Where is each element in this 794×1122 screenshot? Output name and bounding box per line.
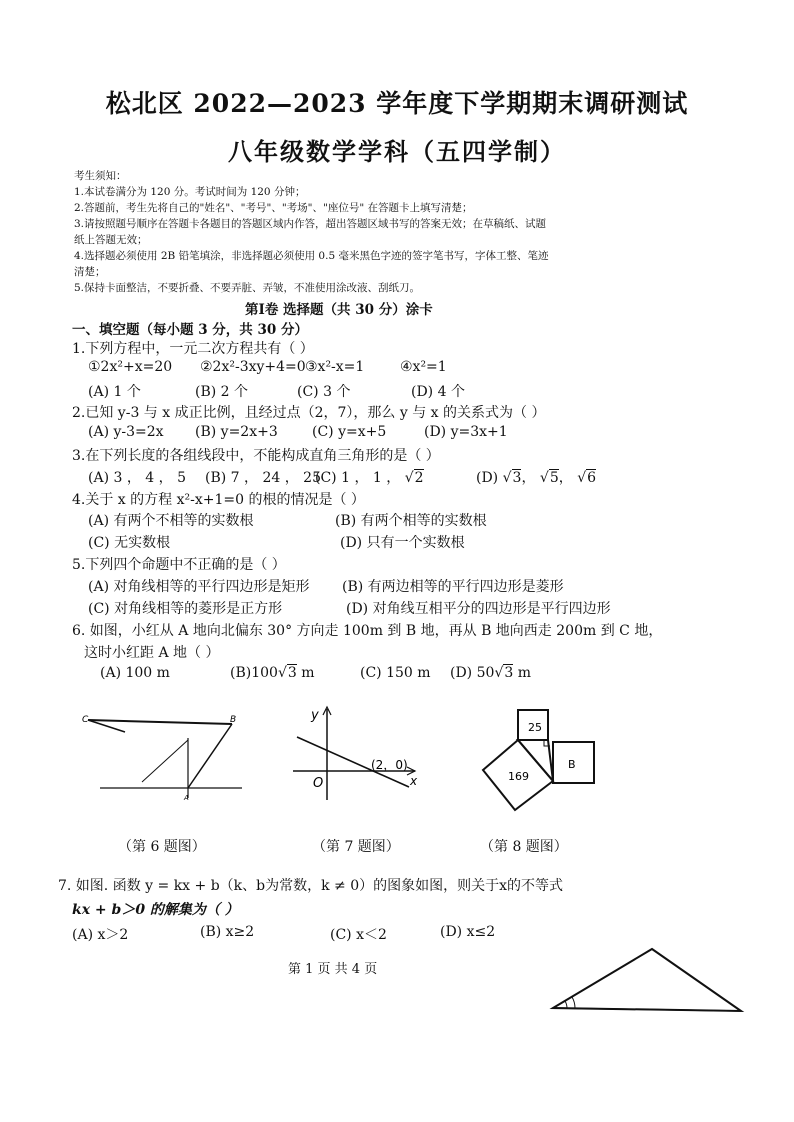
triangle-angle-mark	[565, 1001, 567, 1008]
part1-header: 第Ⅰ卷 选择题（共 30 分）涂卡	[245, 302, 433, 318]
q1-option-a: (A) 1 个	[88, 384, 141, 400]
q1-item: ③x²-x=1	[305, 359, 365, 375]
q1-option-b: (B) 2 个	[195, 384, 249, 400]
q7-option-a: (A) x＞2	[72, 927, 129, 943]
fig6-label-a: A	[184, 794, 189, 802]
fig6-aux-line	[142, 740, 188, 782]
q1-item: ④x²=1	[400, 359, 447, 375]
q7-option-b: (B) x≥2	[200, 924, 255, 940]
q4-option-b: (B) 有两个相等的实数根	[335, 513, 487, 529]
q5-option-b: (B) 有两边相等的平行四边形是菱形	[342, 579, 564, 595]
radicand: 2	[414, 470, 424, 486]
notice-line: 3.请按照题号顺序在答题卡各题目的答题区域内作答，超出答题区域书写的答案无效；在草稿纸、试题	[74, 218, 547, 230]
fig7-y-label: y	[311, 708, 319, 723]
q1-item: ②2x²-3xy+4=0	[200, 359, 306, 375]
fig6-label-b: B	[230, 715, 237, 725]
notice-block	[74, 168, 548, 296]
triangle-shape	[553, 949, 741, 1011]
q1-stem: 1.下列方程中，一元二次方程共有（ ）	[72, 341, 314, 357]
fig7-x-label: x	[410, 774, 418, 788]
caption-fig8: （第 8 题图）	[480, 839, 568, 855]
exam-title: 松北区 2022—2023 学年度下学期期末调研测试	[105, 89, 689, 118]
q3-stem: 3.在下列长度的各组线段中，不能构成直角三角形的是（ ）	[72, 448, 440, 464]
page-number: 第 1 页 共 4 页	[288, 962, 378, 977]
q6-stem-line1: 6. 如图，小红从 A 地向北偏东 30° 方向走 100m 到 B 地，再从 B 地向西走 200m 到 C 地，	[72, 623, 663, 639]
q4-option-a: (A) 有两个不相等的实数根	[88, 513, 254, 529]
notice-line: 4.选择题必须使用 2B 铅笔填涂，非选择题必须使用 0.5 毫米黑色字迹的签字笔书写，字体工整、笔迹	[74, 250, 549, 262]
figure-7	[285, 703, 420, 803]
q4-option-c: (C) 无实数根	[88, 535, 171, 551]
q6-option-d: (D) 50√3 m	[450, 665, 532, 681]
q2-option-b: (B) y=2x+3	[195, 424, 278, 440]
section-heading: 一、填空题（每小题 3 分，共 30 分）	[72, 322, 308, 338]
next-question-triangle	[545, 945, 750, 1017]
q3-option-a: (A) 3 ， 4 ， 5	[88, 470, 187, 486]
triangle-angle-mark	[572, 997, 575, 1008]
q2-option-a: (A) y-3=2x	[88, 424, 164, 440]
notice-line: 清楚；	[74, 266, 106, 278]
q5-option-c: (C) 对角线相等的菱形是正方形	[88, 601, 283, 617]
q2-stem: 2.已知 y-3 与 x 成正比例，且经过点（2，7），那么 y 与 x 的关系式为（ ）	[72, 405, 546, 421]
caption-fig6: （第 6 题图）	[118, 839, 206, 855]
fig7-origin-label: O	[313, 776, 324, 791]
q5-option-a: (A) 对角线相等的平行四边形是矩形	[88, 579, 310, 595]
q6-stem-line2: 这时小红距 A 地（ ）	[84, 645, 220, 661]
fig6-label-c: C	[82, 715, 89, 725]
figure-8	[478, 708, 608, 820]
q6-option-b: (B)100√3 m	[230, 665, 315, 681]
notice-heading: 考生须知：	[74, 170, 127, 182]
fig8-label-169: 169	[508, 770, 529, 783]
notice-line: 2.答题前，考生先将自己的"姓名"、"考号"、"考场"、"座位号" 在答题卡上填写清楚；	[74, 202, 473, 214]
q7-stem-line2: kx + b＞0 的解集为（ ）	[72, 902, 239, 918]
fig6-line-ab	[188, 724, 232, 788]
q2-option-c: (C) y=x+5	[312, 424, 387, 440]
fig7-point-label: (2，0)	[371, 758, 408, 772]
q1-option-d: (D) 4 个	[411, 384, 465, 400]
q3-option-b: (B) 7 ， 24 ， 25	[205, 470, 321, 486]
q4-option-d: (D) 只有一个实数根	[340, 535, 465, 551]
triangle-base	[553, 1008, 741, 1011]
exam-subtitle: 八年级数学学科（五四学制）	[228, 137, 566, 166]
q6-option-a: (A) 100 m	[100, 665, 170, 681]
q5-option-d: (D) 对角线互相平分的四边形是平行四边形	[346, 601, 611, 617]
figure-6	[80, 710, 250, 805]
q1-item: ①2x²+x=20	[88, 359, 173, 375]
q5-stem: 5.下列四个命题中不正确的是（ ）	[72, 557, 286, 573]
fig8-label-25: 25	[528, 721, 542, 734]
q3-option-d: (D) √3， √5， √6	[476, 470, 597, 486]
fig8-label-b: B	[568, 758, 576, 771]
q7-stem-line1: 7. 如图. 函数 y = kx + b（k、b为常数，k ≠ 0）的图象如图，则关于x的不等式	[58, 878, 564, 894]
q4-stem: 4.关于 x 的方程 x²-x+1=0 的根的情况是（ ）	[72, 492, 365, 508]
caption-fig7: （第 7 题图）	[312, 839, 400, 855]
q3-option-c: (C) 1 ， 1 ， √2	[315, 470, 424, 486]
q6-option-c: (C) 150 m	[360, 665, 431, 681]
notice-line: 5.保持卡面整洁，不要折叠、不要弄脏、弄皱，不准使用涂改液、刮纸刀。	[74, 282, 421, 294]
q7-option-c: (C) x＜2	[330, 927, 387, 943]
notice-line: 纸上答题无效；	[74, 234, 148, 246]
q7-option-d: (D) x≤2	[440, 924, 496, 940]
q1-option-c: (C) 3 个	[297, 384, 351, 400]
q2-option-d: (D) y=3x+1	[424, 424, 508, 440]
notice-line: 1.本试卷满分为 120 分。考试时间为 120 分钟；	[74, 186, 306, 198]
fig6-line-cb	[88, 720, 232, 724]
